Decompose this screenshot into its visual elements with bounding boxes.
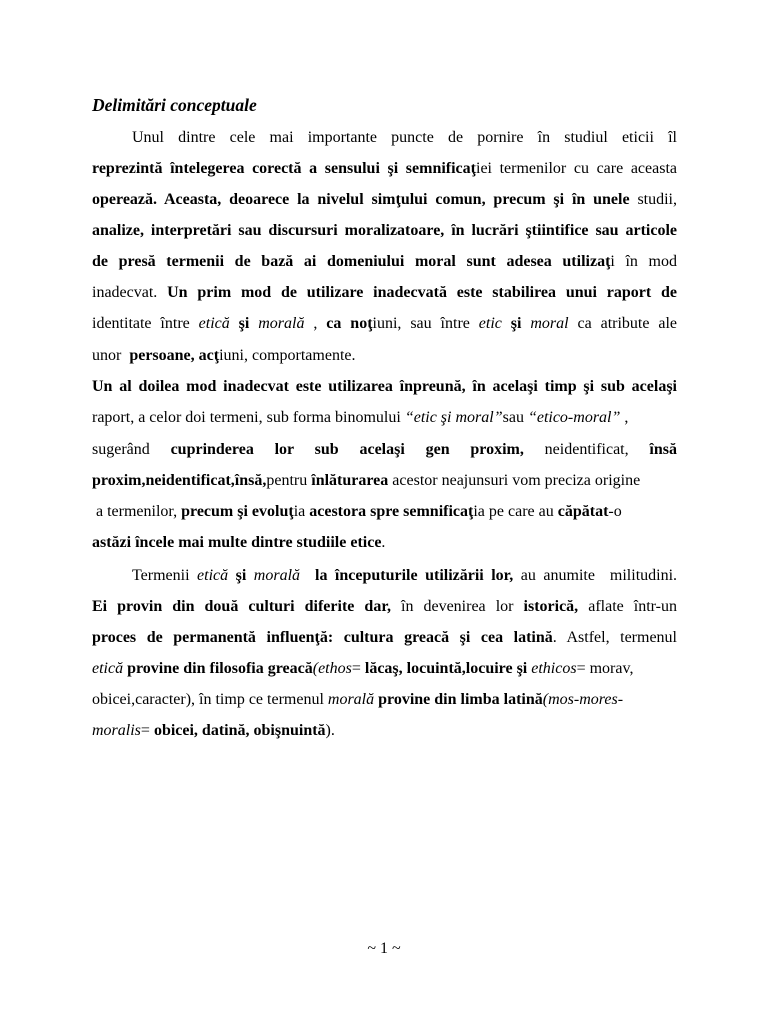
text-run: la începuturile utilizării lor, (315, 567, 514, 584)
text-line (92, 221, 677, 241)
text-run: (mos-mores- (542, 691, 624, 708)
text-line (92, 377, 677, 397)
text-run: Un al doilea mod inadecvat este utilizarea înpreună, în acelaşi timp şi sub acelaşi (92, 378, 677, 395)
text-run: şi (235, 567, 247, 584)
text-run: obicei,caracter), în timp ce termenul (92, 691, 328, 708)
text-run: persoane, ac (129, 347, 214, 364)
text-run: ca noţ (326, 315, 373, 332)
text-run (246, 567, 254, 584)
text-run: sugerând (92, 441, 171, 458)
text-run: “etico-moral” (527, 409, 621, 426)
text-run: pentru (266, 472, 312, 489)
text-run: Unul dintre cele mai importante puncte de pornire în studiul eticii îl (132, 129, 677, 146)
text-run: . (381, 534, 386, 551)
text-line (92, 159, 677, 179)
text-run: morală (327, 691, 375, 708)
text-run (249, 315, 258, 332)
text-run: a termenilor, (92, 503, 182, 520)
text-run: provine din filosofia greacă (127, 660, 313, 677)
text-run: i în mod (610, 253, 677, 270)
text-run: = (140, 722, 154, 739)
text-run: morală (253, 567, 301, 584)
text-run: precum şi evoluţ (181, 503, 294, 520)
page-number: ~ 1 ~ (367, 940, 401, 957)
text-run (502, 315, 511, 332)
text-run: şi (510, 315, 522, 332)
text-line (92, 440, 677, 460)
text-run: operează. Aceasta, deoarece la nivelul simţului comun, precum şi în unele (92, 191, 630, 208)
text-run: Termenii (132, 567, 198, 584)
text-run: etică (198, 315, 230, 332)
text-line (92, 471, 677, 491)
text-line (92, 533, 677, 553)
text-line (92, 628, 677, 648)
text-line (92, 252, 677, 272)
text-run: acestora spre semnificaţ (309, 503, 474, 520)
text-run: inadecvat. (92, 284, 168, 301)
text-run: cuprinderea lor sub acelaşi gen proxim, (170, 441, 524, 458)
text-run: moralis (92, 722, 141, 739)
text-run: reprezintă întelegerea corectă a sensului şi semnificaţ (92, 160, 476, 177)
text-line (92, 408, 677, 428)
text-run: acestor neajunsuri vom preciza origine (388, 472, 641, 489)
text-run: ca atribute ale (568, 315, 678, 332)
text-run: ia pe care au (473, 503, 558, 520)
text-line (132, 128, 677, 148)
text-line (92, 690, 677, 710)
text-run: etică (92, 660, 124, 677)
text-run: de presă termenii de bază ai domeniului moral sunt adesea utilizaţ (92, 253, 611, 270)
text-run: proxim,neidentificat,însă, (92, 472, 267, 489)
text-run: “etic şi moral” (404, 409, 503, 426)
text-run: înlăturarea (311, 472, 389, 489)
text-run: istorică, (523, 598, 579, 615)
text-run: etic (478, 315, 502, 332)
text-run: ia (293, 503, 310, 520)
text-run: iuni, comportamente. (219, 347, 356, 364)
text-run: , (620, 409, 629, 426)
text-line (92, 659, 677, 679)
text-line (92, 346, 677, 366)
text-run: = (351, 660, 365, 677)
text-run: analize, interpretări sau discursuri moralizatoare, în lucrări ştiintifice sau articole (92, 222, 677, 239)
text-run: şi (238, 315, 250, 332)
text-run: aflate într-un (578, 598, 677, 615)
text-run: astăzi încele mai multe dintre studiile etice (92, 534, 382, 551)
text-run: Ei provin din două culturi diferite dar, (92, 598, 391, 615)
text-run: unor (92, 347, 130, 364)
text-run: studii, (629, 191, 678, 208)
text-run: obicei, datină, obişnuintă (153, 722, 326, 739)
text-run: lăcaş, locuintă,locuire şi (364, 660, 528, 677)
text-run: Un prim mod de utilizare inadecvată este stabilirea unui raport de (167, 284, 677, 301)
text-run (300, 567, 315, 584)
text-run: au anumite militudini. (513, 567, 678, 584)
text-run: . Astfel, termenul (552, 629, 677, 646)
text-run: însă (649, 441, 677, 458)
text-run: ţ (213, 347, 220, 364)
text-run: în devenirea lor (390, 598, 524, 615)
text-line (132, 566, 677, 586)
text-run: morală (258, 315, 305, 332)
text-run: (ethos (312, 660, 352, 677)
text-run: = morav, (576, 660, 634, 677)
text-run: proces de permanentă influenţă: cultura greacă şi cea latină (92, 629, 553, 646)
text-run: provine din limba latină (378, 691, 543, 708)
text-run (230, 315, 239, 332)
text-run: moral (530, 315, 569, 332)
text-line (92, 314, 677, 334)
text-run (228, 567, 236, 584)
text-run: , (304, 315, 327, 332)
text-run: iuni, sau între (372, 315, 479, 332)
text-line (92, 597, 677, 617)
text-line (92, 190, 677, 210)
text-run: ethicos (531, 660, 577, 677)
text-run: sau (502, 409, 528, 426)
text-run: -o (608, 503, 622, 520)
text-line (92, 283, 677, 303)
text-run: neidentificat, (523, 441, 650, 458)
text-run: identitate între (92, 315, 199, 332)
text-line (92, 721, 677, 741)
text-run: căpătat (557, 503, 609, 520)
text-run: iei termenilor cu care aceasta (476, 160, 678, 177)
section-heading: Delimitări conceptuale (92, 95, 257, 115)
text-run: raport, a celor doi termeni, sub forma binomului (92, 409, 405, 426)
text-run: ). (325, 722, 335, 739)
text-run: etică (197, 567, 229, 584)
text-line (92, 502, 677, 522)
